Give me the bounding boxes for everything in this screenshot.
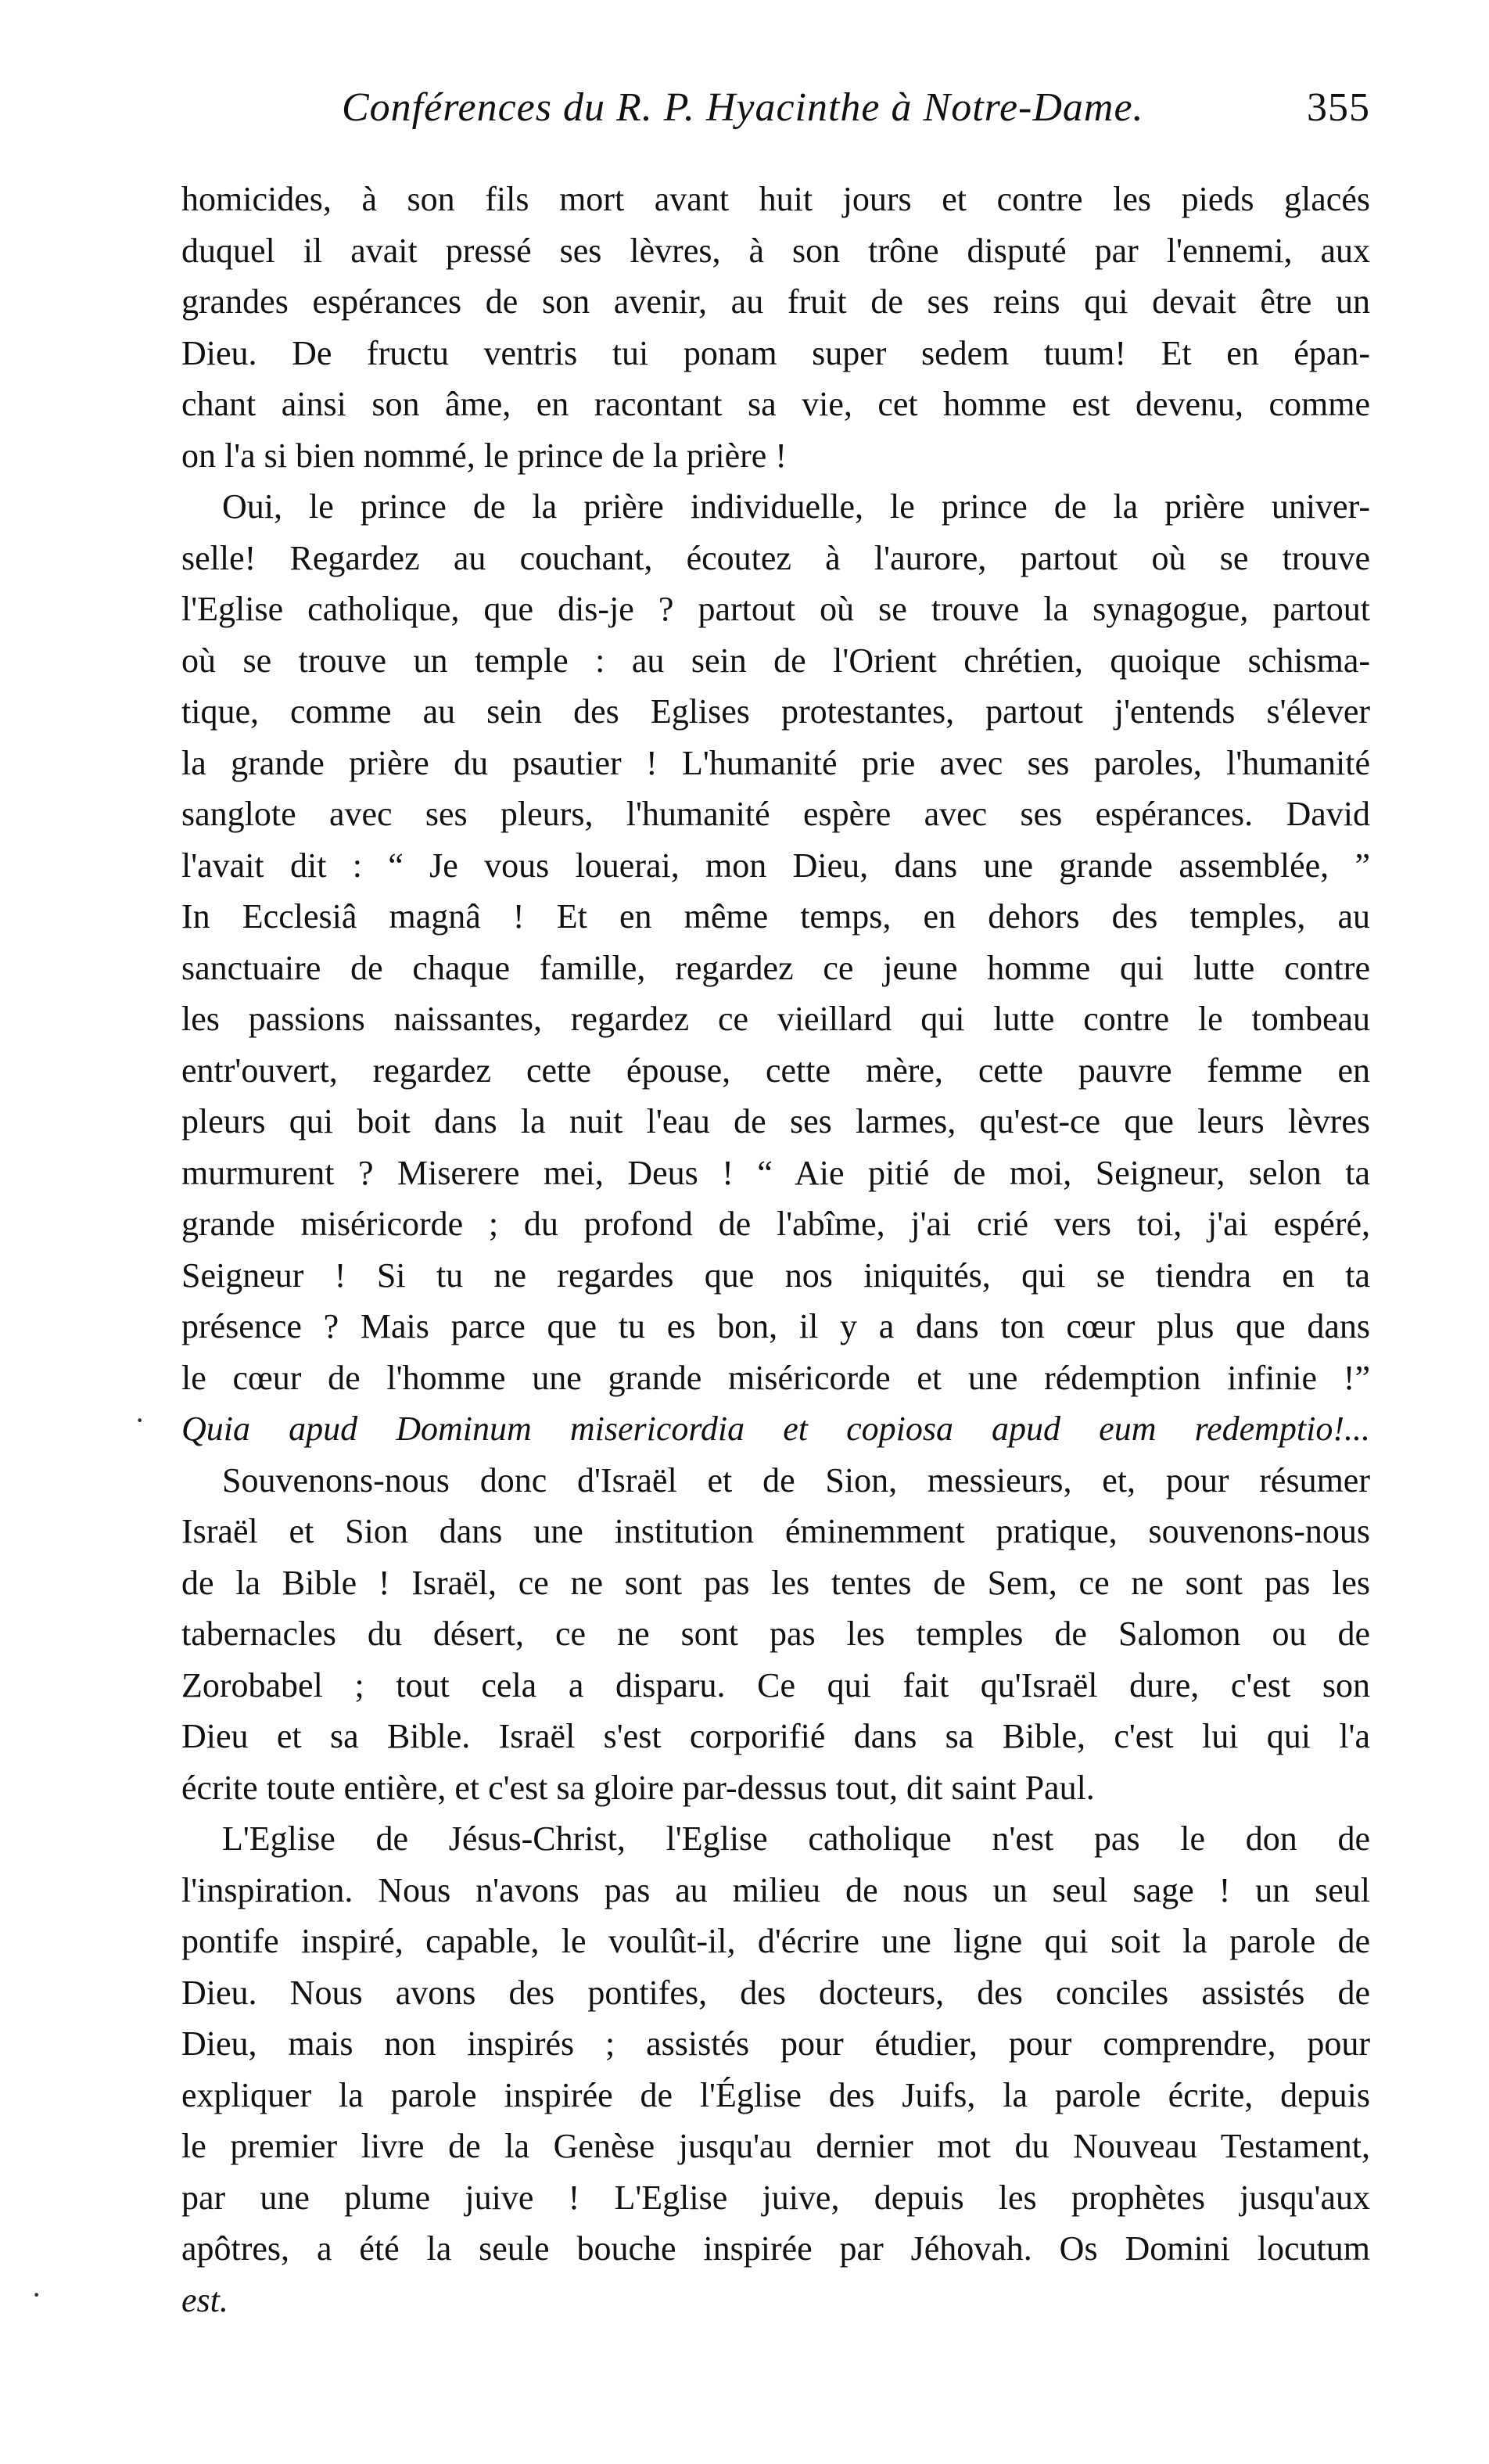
page-number: 355 xyxy=(1307,85,1370,130)
margin-mark: · xyxy=(31,2277,42,2312)
text-line: où se trouve un temple : au sein de l'Orient chrétien, quoique schisma- xyxy=(181,641,1370,680)
text-line: le cœur de l'homme une grande miséricorde et une rédemption infinie !” xyxy=(181,1358,1370,1397)
text-line: Seigneur ! Si tu ne regardes que nos iniquités, qui se tiendra en ta xyxy=(181,1255,1370,1295)
text-line: Dieu. De fructu ventris tui ponam super sedem tuum! Et en épan- xyxy=(181,333,1370,372)
text-line: Zorobabel ; tout cela a disparu. Ce qui fait qu'Israël dure, c'est son xyxy=(181,1665,1370,1704)
text-line: Dieu et sa Bible. Israël s'est corporifié dans sa Bible, c'est lui qui l'a xyxy=(181,1717,1370,1755)
text-line: homicides, à son fils mort avant huit jours et contre les pieds glacés xyxy=(181,180,1370,218)
text-line: entr'ouvert, regardez cette épouse, cette mère, cette pauvre femme en xyxy=(181,1051,1370,1090)
text-line: duquel il avait pressé ses lèvres, à son trône disputé par l'ennemi, aux xyxy=(181,231,1370,270)
text-line: sanglote avec ses pleurs, l'humanité espère avec ses espérances. David xyxy=(181,795,1370,833)
text-line: par une plume juive ! L'Eglise juive, depuis les prophètes jusqu'aux xyxy=(181,2178,1370,2217)
margin-mark: · xyxy=(135,1403,145,1438)
text-line: écrite toute entière, et c'est sa gloire par-dessus tout, dit saint Paul. xyxy=(181,1768,1095,1807)
running-header xyxy=(181,84,1370,147)
text-line: Dieu. Nous avons des pontifes, des docteurs, des conciles assistés de xyxy=(181,1973,1370,2012)
text-line: le premier livre de la Genèse jusqu'au dernier mot du Nouveau Testament, xyxy=(181,2127,1370,2165)
text-line: la grande prière du psautier ! L'humanité prie avec ses paroles, l'humanité xyxy=(181,743,1370,782)
running-title: Conférences du R. P. Hyacinthe à Notre-Dame. xyxy=(342,85,1144,130)
text-line: grande miséricorde ; du profond de l'abîme, j'ai crié vers toi, j'ai espéré, xyxy=(181,1205,1370,1243)
text-line: est. xyxy=(181,2280,228,2319)
text-line: Souvenons-nous donc d'Israël et de Sion, messieurs, et, pour résumer xyxy=(222,1460,1370,1500)
text-line: pleurs qui boit dans la nuit l'eau de ses larmes, qu'est-ce que leurs lèvres xyxy=(181,1102,1370,1140)
text-line: Dieu, mais non inspirés ; assistés pour étudier, pour comprendre, pour xyxy=(181,2024,1370,2063)
text-line: grandes espérances de son avenir, au fruit de ses reins qui devait être un xyxy=(181,282,1370,321)
body-text xyxy=(181,174,1370,2326)
text-line: pontife inspiré, capable, le voulût-il, d'écrire une ligne qui soit la parole de xyxy=(181,1922,1370,1960)
text-line: chant ainsi son âme, en racontant sa vie, cet homme est devenu, comme xyxy=(181,385,1370,423)
text-line: selle! Regardez au couchant, écoutez à l'aurore, partout où se trouve xyxy=(181,538,1370,577)
text-line: Oui, le prince de la prière individuelle, le prince de la prière univer- xyxy=(222,487,1370,526)
text-line: on l'a si bien nommé, le prince de la prière ! xyxy=(181,436,787,475)
text-line: tique, comme au sein des Eglises protestantes, partout j'entends s'élever xyxy=(181,692,1370,731)
text-line: tabernacles du désert, ce ne sont pas les temples de Salomon ou de xyxy=(181,1615,1370,1653)
text-line: les passions naissantes, regardez ce vieillard qui lutte contre le tombeau xyxy=(181,1000,1370,1038)
text-line: l'inspiration. Nous n'avons pas au milieu de nous un seul sage ! un seul xyxy=(181,1870,1370,1909)
text-line: In Ecclesiâ magnâ ! Et en même temps, en dehors des temples, au xyxy=(181,897,1370,936)
text-line: murmurent ? Miserere mei, Deus ! “ Aie pitié de moi, Seigneur, selon ta xyxy=(181,1153,1370,1192)
text-line: l'avait dit : “ Je vous louerai, mon Dieu, dans une grande assemblée, ” xyxy=(181,846,1370,885)
text-line: Quia apud Dominum misericordia et copiosa apud eum redemptio!... xyxy=(181,1410,1370,1448)
text-line: apôtres, a été la seule bouche inspirée par Jéhovah. Os Domini locutum xyxy=(181,2229,1370,2268)
text-line: l'Eglise catholique, que dis-je ? partout où se trouve la synagogue, partout xyxy=(181,590,1370,628)
text-line: sanctuaire de chaque famille, regardez ce jeune homme qui lutte contre xyxy=(181,948,1370,987)
text-line: Israël et Sion dans une institution éminemment pratique, souvenons-nous xyxy=(181,1512,1370,1550)
text-line: L'Eglise de Jésus-Christ, l'Eglise catholique n'est pas le don de xyxy=(222,1819,1370,1858)
text-line: expliquer la parole inspirée de l'Église des Juifs, la parole écrite, depuis xyxy=(181,2075,1370,2114)
text-line: présence ? Mais parce que tu es bon, il y a dans ton cœur plus que dans xyxy=(181,1307,1370,1345)
text-line: de la Bible ! Israël, ce ne sont pas les tentes de Sem, ce ne sont pas les xyxy=(181,1563,1370,1602)
